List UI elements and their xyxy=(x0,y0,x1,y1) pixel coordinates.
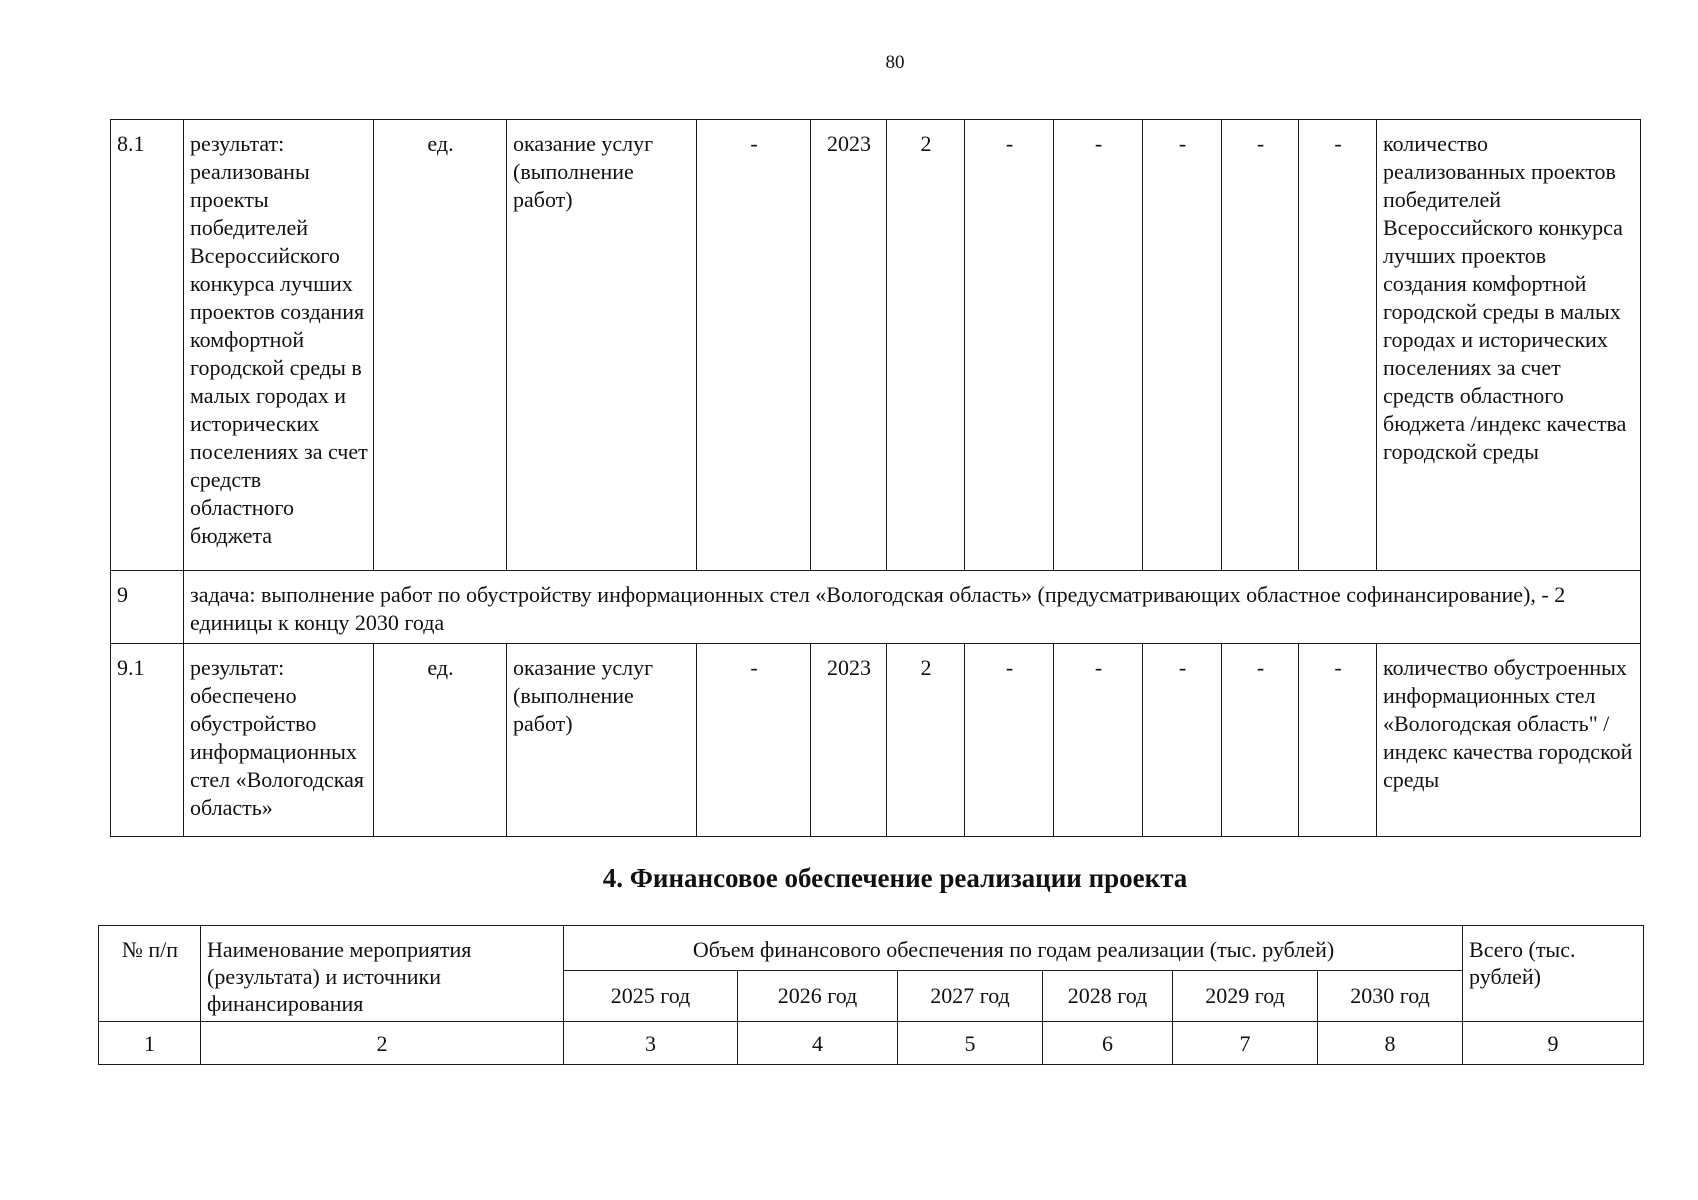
col-header-volume: Объем финансового обеспечения по годам реализации (тыс. рублей) xyxy=(564,926,1463,971)
task-number: 9 xyxy=(111,571,184,644)
column-number: 2 xyxy=(201,1022,564,1065)
year-header: 2025 год xyxy=(564,970,738,1021)
year-header: 2029 год xyxy=(1173,970,1318,1021)
value-cell: - xyxy=(1222,120,1299,571)
value-cell: 2 xyxy=(887,644,965,837)
result-type: оказание услуг (выполнение работ) xyxy=(507,644,697,837)
value-cell: - xyxy=(1299,644,1377,837)
col-header-number: № п/п xyxy=(99,926,201,1022)
indicator-description: количество реализованных проектов победителей Всероссийского конкурса лучших проектов создания комфортной городской среды в малых городах и исторических поселениях за счет средств областного бюджета /индекс качества городской среды xyxy=(1377,120,1641,571)
unit-cell: ед. xyxy=(374,644,507,837)
base-year: 2023 xyxy=(811,644,887,837)
value-cell: - xyxy=(965,644,1054,837)
column-numbers-row xyxy=(99,1022,1644,1065)
col-header-total: Всего (тыс. рублей) xyxy=(1463,926,1644,1022)
results-table xyxy=(110,119,1641,837)
table-row xyxy=(111,644,1641,837)
year-header: 2027 год xyxy=(898,970,1043,1021)
result-description: результат: реализованы проекты победителей Всероссийского конкурса лучших проектов создания комфортной городской среды в малых городах и исторических поселениях за счет средств областного бюджета xyxy=(184,120,374,571)
column-number: 6 xyxy=(1043,1022,1173,1065)
value-cell: 2 xyxy=(887,120,965,571)
indicator-description: количество обустроенных информационных стел «Вологодская область" /индекс качества городской среды xyxy=(1377,644,1641,837)
value-cell: - xyxy=(1054,120,1143,571)
table-row xyxy=(111,120,1641,571)
column-number: 7 xyxy=(1173,1022,1318,1065)
row-number: 8.1 xyxy=(111,120,184,571)
unit-cell: ед. xyxy=(374,120,507,571)
finance-table xyxy=(98,925,1644,1065)
year-header: 2030 год xyxy=(1318,970,1463,1021)
column-number: 4 xyxy=(738,1022,898,1065)
result-description: результат: обеспечено обустройство информационных стел «Вологодская область» xyxy=(184,644,374,837)
row-number: 9.1 xyxy=(111,644,184,837)
year-header: 2026 год xyxy=(738,970,898,1021)
value-cell: - xyxy=(1222,644,1299,837)
value-cell: - xyxy=(1054,644,1143,837)
column-number: 1 xyxy=(99,1022,201,1065)
column-number: 3 xyxy=(564,1022,738,1065)
value-cell: - xyxy=(1299,120,1377,571)
page-number: 80 xyxy=(885,52,905,73)
column-number: 9 xyxy=(1463,1022,1644,1065)
section-title: 4. Финансовое обеспечение реализации проекта xyxy=(602,863,1188,893)
base-value: - xyxy=(697,120,811,571)
task-description: задача: выполнение работ по обустройству информационных стел «Вологодская область» (предусматривающих областное софинансирование), - 2 единицы к концу 2030 года xyxy=(184,571,1641,644)
column-number: 8 xyxy=(1318,1022,1463,1065)
finance-header-row xyxy=(99,926,1644,971)
value-cell: - xyxy=(1143,644,1222,837)
base-value: - xyxy=(697,644,811,837)
result-type: оказание услуг (выполнение работ) xyxy=(507,120,697,571)
task-row xyxy=(111,571,1641,644)
base-year: 2023 xyxy=(811,120,887,571)
col-header-name: Наименование мероприятия (результата) и источники финансирования xyxy=(201,926,564,1022)
value-cell: - xyxy=(965,120,1054,571)
year-header: 2028 год xyxy=(1043,970,1173,1021)
value-cell: - xyxy=(1143,120,1222,571)
column-number: 5 xyxy=(898,1022,1043,1065)
